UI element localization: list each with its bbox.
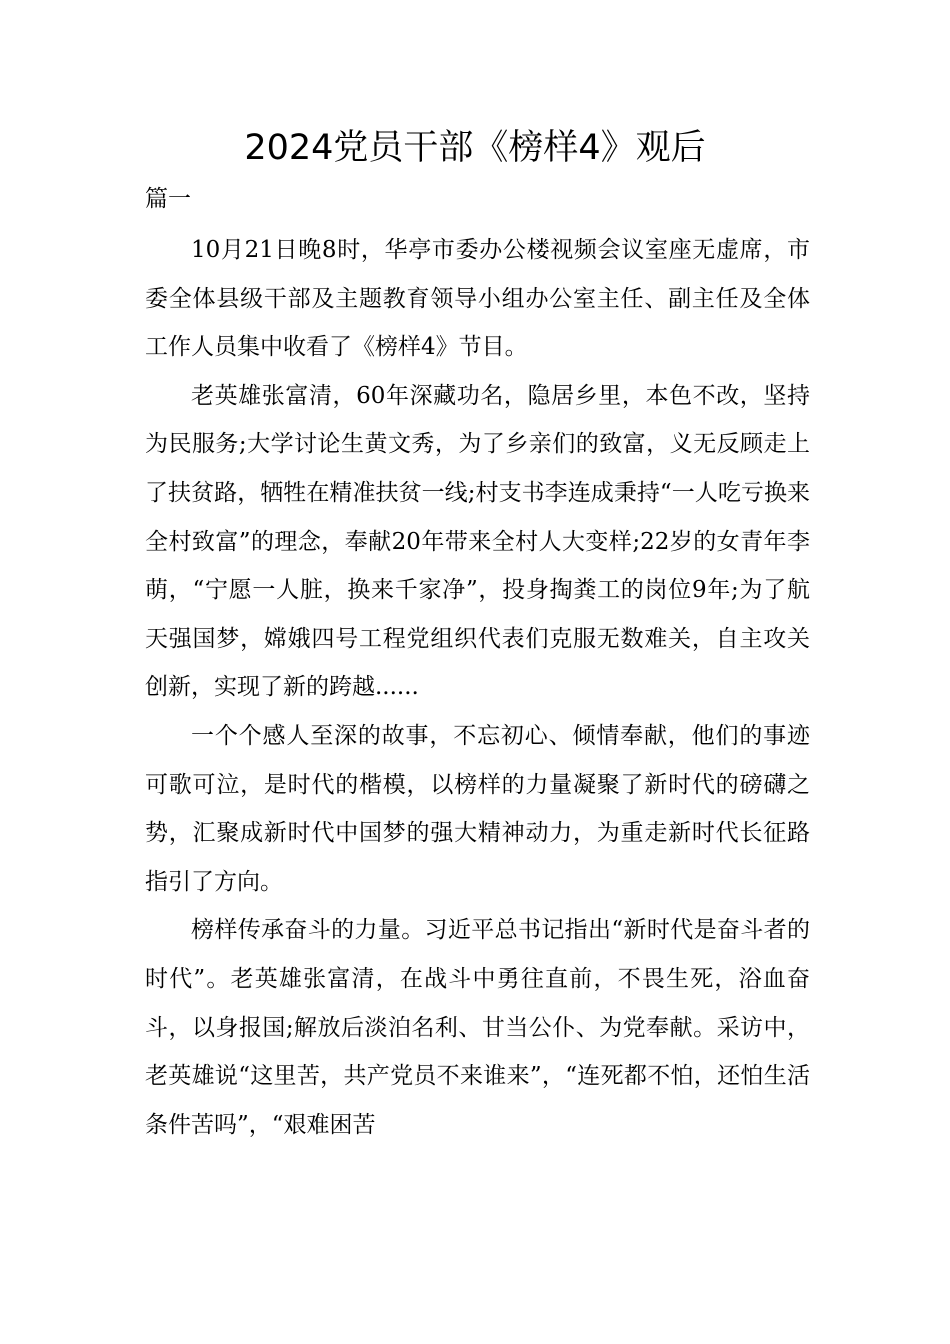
paragraph-4: 榜样传承奋斗的力量。习近平总书记指出“新时代是奋斗者的时代”。老英雄张富清，在战斗中勇往直前，不畏生死，浴血奋斗，以身报国;解放后淡泊名利、甘当公仆、为党奉献。采访中，老英雄说“这里苦，共产党员不来谁来”，“连死都不怕，还怕生活条件苦吗”，“艰难困苦 bbox=[145, 917, 810, 1138]
document-title: 2024党员干部《榜样4》观后 bbox=[244, 128, 706, 168]
section-label: 篇一 bbox=[145, 186, 191, 212]
paragraph-3: 一个个感人至深的故事，不忘初心、倾情奉献，他们的事迹可歌可泣，是时代的楷模，以榜样的力量凝聚了新时代的磅礴之势，汇聚成新时代中国梦的强大精神动力，为重走新时代长征路指引了方向。 bbox=[145, 722, 810, 895]
paragraph-2: 老英雄张富清，60年深藏功名，隐居乡里，本色不改，坚持为民服务;大学讨论生黄文秀，为了乡亲们的致富，义无反顾走上了扶贫路，牺牲在精准扶贫一线;村支书李连成秉持“一人吃亏换来全村致富”的理念，奉献20年带来全村人大变样;22岁的女青年李萌，“宁愿一人脏，换来千家净”，投身掏粪工的岗位9年;为了航天强国梦，嫦娥四号工程党组织代表们克服无数难关，自主攻关创新，实现了新的跨越...... bbox=[145, 382, 810, 701]
document-body bbox=[145, 226, 810, 1149]
paragraph-1: 10月21日晚8时，华亭市委办公楼视频会议室座无虚席，市委全体县级干部及主题教育领导小组办公室主任、副主任及全体工作人员集中收看了《榜样4》节目。 bbox=[145, 237, 810, 361]
